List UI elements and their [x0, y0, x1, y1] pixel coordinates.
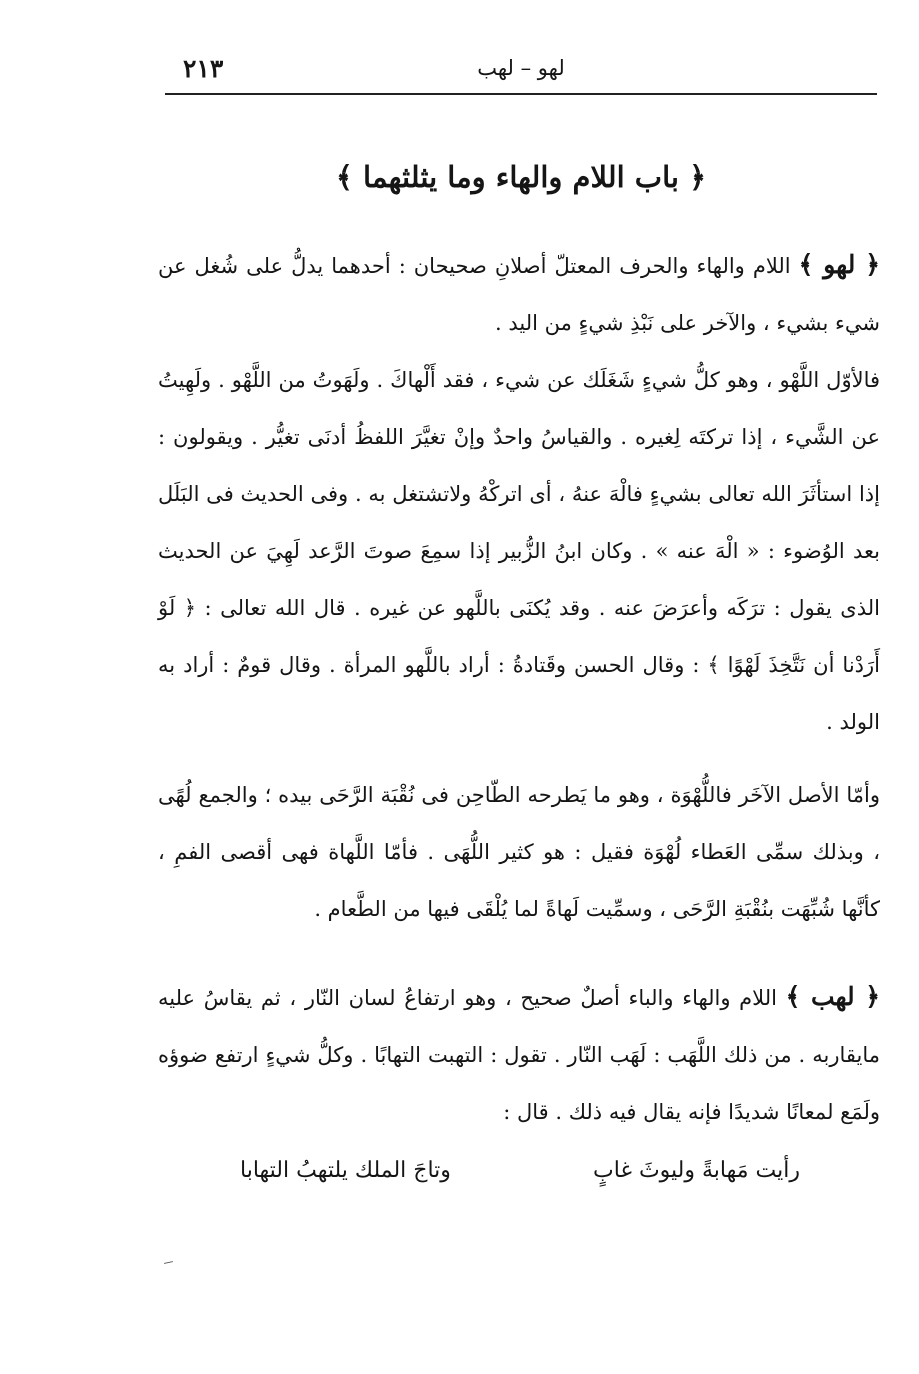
entry-lahab [158, 968, 880, 1141]
poem-hemistich: رأيت مَهابةً وليوثَ غابٍ [593, 1158, 800, 1183]
paragraph-text: اللام والهاء والحرف المعتلّ أصلانِ صحيحان : أحدهما يدلُّ على شُغل عن شيء بشيء ، والآخر على نَبْذِ شيءٍ من اليد . [158, 254, 880, 335]
entry-paragraph: وأمّا الأصل الآخَر فاللُّهْوَة ، وهو ما يَطرحه الطّاحِن فى نُقْبَة الرَّحَى بيده ؛ والجمع لُهًى ، وبذلك سمِّى العَطاء لُهْوَة فقيل : هو كثير اللُّهَى . فأمّا اللَّهاة فهى أقصى الفمِ ، كأنَّها شُبِّهَت بنُقْبَةِ الرَّحَى ، وسمِّيت لَهاةً لما يُلْقَى فيها من الطَّعام . [158, 783, 880, 921]
entry-paragraph [158, 968, 880, 1141]
entry-paragraph: فالأوّل اللَّهْو ، وهو كلُّ شيءٍ شَغَلَك عن شيء ، فقد أَلْهاكَ . ولَهَوتُ من اللَّهْو . ولَهِيتُ عن الشَّيء ، إذا تركتَه لِغيره . والقياسُ واحدٌ وإنْ تغيَّرَ اللفظُ أدنَى تغيُّر . ويقولون : إذا استأثَرَ الله تعالى بشيءٍ فالْهَ عنهُ ، أى اتركْهُ ولاتشتغل به . وفى الحديث فى البَلَل بعد الوُضوء : « الْهَ عنه » . وكان ابنُ الزُّبير إذا سمِعَ صوتَ الرَّعد لَهِيَ عن الحديث الذى يقول : ترَكَه وأعرَضَ عنه . وقد يُكنَى باللَّهو عن غيره . قال الله تعالى : ﴿ لَوْ أَرَدْنا أن نَتَّخِذَ لَهْوًا ﴾ : وقال الحسن وقَتادةُ : أراد باللَّهو المرأة . وقال قومٌ : أراد به الولد . [158, 368, 880, 734]
page-number: ٢١٣ [183, 54, 224, 83]
running-title: لهو – لهب [477, 56, 565, 80]
head-word: ﴿ لهب ﴾ [785, 982, 880, 1011]
chapter-title: ﴿ باب اللام والهاء وما يثلثهما ﴾ [335, 160, 707, 194]
paragraph-text: اللام والهاء والباء أصلٌ صحيح ، وهو ارتفاعُ لسان النّار ، ثم يقاسُ عليه مايقاربه . من ذلك اللَّهَب : لَهَب النّار . تقول : التهبت التهابًا . وكلُّ شيءٍ ارتفع ضوؤه ولَمَع لمعانًا شديدًا فإنه يقال فيه ذلك . قال : [158, 986, 880, 1124]
poem-hemistich: وتاجَ الملك يلتهبُ التهابا [240, 1158, 451, 1183]
header-rule [165, 93, 877, 95]
head-word: ﴿ لهو ﴾ [798, 250, 880, 279]
stray-mark [164, 1261, 173, 1264]
page-header [165, 52, 877, 92]
entry-paragraph [158, 236, 880, 352]
entry-lahw [158, 236, 880, 938]
poem-verse [240, 1142, 800, 1199]
